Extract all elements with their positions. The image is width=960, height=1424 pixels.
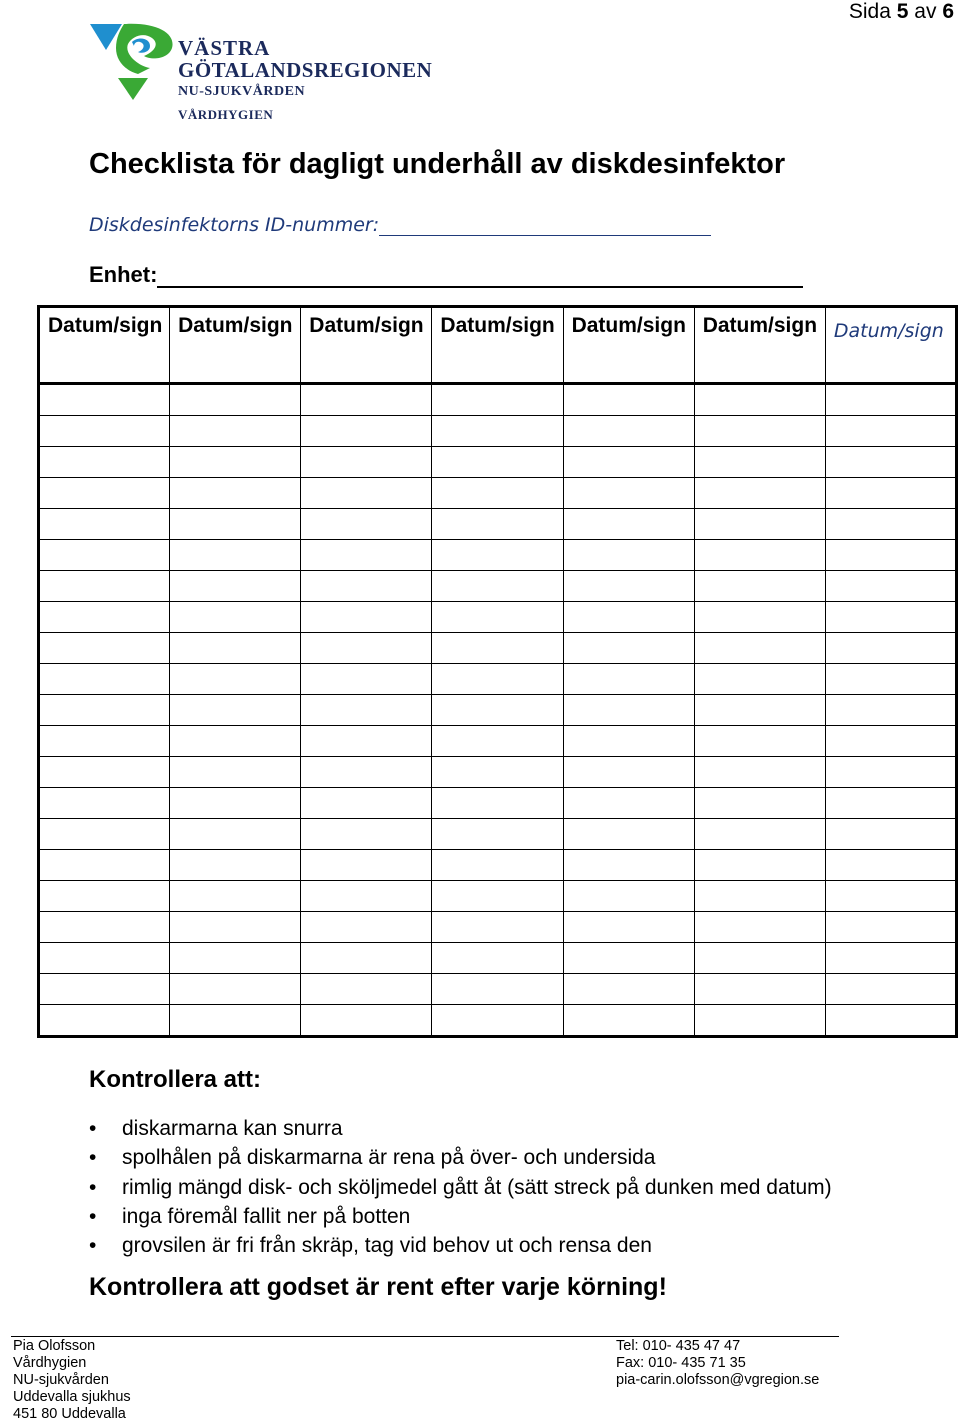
signature-cell[interactable] [170, 633, 301, 664]
signature-cell[interactable] [39, 726, 170, 757]
signature-cell[interactable] [301, 447, 432, 478]
signature-cell[interactable] [301, 571, 432, 602]
table-row [39, 974, 957, 1005]
signature-cell[interactable] [301, 850, 432, 881]
column-header: Datum/sign [432, 307, 563, 384]
page-separator: av [914, 0, 937, 23]
signature-cell[interactable] [39, 416, 170, 447]
signature-cell[interactable] [170, 571, 301, 602]
signature-cell[interactable] [432, 633, 563, 664]
footer-hospital: Uddevalla sjukhus [13, 1389, 131, 1405]
footer-contact-details [616, 1338, 819, 1389]
signature-cell[interactable] [39, 384, 170, 416]
signature-cell[interactable] [170, 881, 301, 912]
signature-cell[interactable] [563, 633, 694, 664]
signature-cell[interactable] [301, 912, 432, 943]
footer-email[interactable]: pia-carin.olofsson@vgregion.se [616, 1372, 820, 1388]
signature-cell[interactable] [563, 757, 694, 788]
signature-table [37, 305, 958, 1038]
table-row [39, 819, 957, 850]
check-item: • rimlig mängd disk- och sköljmedel gått åt (sätt streck på dunken med datum) [89, 1173, 832, 1202]
signature-cell[interactable] [170, 602, 301, 633]
signature-cell[interactable] [563, 478, 694, 509]
signature-cell[interactable] [39, 664, 170, 695]
signature-cell[interactable] [301, 788, 432, 819]
signature-cell[interactable] [39, 850, 170, 881]
signature-cell[interactable] [170, 447, 301, 478]
signature-cell[interactable] [825, 447, 956, 478]
signature-cell[interactable] [39, 509, 170, 540]
signature-cell[interactable] [825, 416, 956, 447]
table-row [39, 726, 957, 757]
signature-cell[interactable] [563, 819, 694, 850]
signature-cell[interactable] [694, 571, 825, 602]
organization-logo [88, 22, 468, 122]
check-heading: Kontrollera att: [89, 1066, 262, 1093]
signature-cell[interactable] [301, 974, 432, 1005]
column-header: Datum/sign [563, 307, 694, 384]
signature-cell[interactable] [39, 695, 170, 726]
signature-cell[interactable] [563, 384, 694, 416]
signature-cell[interactable] [39, 447, 170, 478]
table-row [39, 881, 957, 912]
logo-text-line4: VÅRDHYGIEN [178, 107, 274, 122]
signature-cell[interactable] [432, 726, 563, 757]
signature-cell[interactable] [170, 726, 301, 757]
signature-cell[interactable] [694, 726, 825, 757]
signature-cell[interactable] [170, 695, 301, 726]
footer-contact-address [13, 1338, 131, 1423]
logo-text-line2: GÖTALANDSREGIONEN [178, 58, 433, 82]
signature-cell[interactable] [432, 695, 563, 726]
signature-cell[interactable] [170, 509, 301, 540]
signature-cell[interactable] [432, 478, 563, 509]
signature-cell[interactable] [825, 633, 956, 664]
id-number-line [89, 214, 711, 236]
table-row [39, 540, 957, 571]
signature-cell[interactable] [301, 509, 432, 540]
signature-cell[interactable] [432, 571, 563, 602]
signature-cell[interactable] [301, 757, 432, 788]
signature-cell[interactable] [825, 571, 956, 602]
table-row [39, 943, 957, 974]
signature-cell[interactable] [825, 819, 956, 850]
signature-cell[interactable] [432, 881, 563, 912]
signature-cell[interactable] [694, 478, 825, 509]
signature-cell[interactable] [170, 943, 301, 974]
signature-cell[interactable] [825, 943, 956, 974]
signature-cell[interactable] [694, 881, 825, 912]
footer-divider [11, 1336, 839, 1337]
page-prefix: Sida [848, 0, 891, 23]
column-header: Datum/sign [170, 307, 301, 384]
signature-cell[interactable] [563, 912, 694, 943]
check-item: • diskarmarna kan snurra [89, 1114, 832, 1143]
signature-cell[interactable] [563, 695, 694, 726]
signature-cell[interactable] [563, 509, 694, 540]
signature-cell[interactable] [432, 912, 563, 943]
signature-cell[interactable] [694, 602, 825, 633]
signature-cell[interactable] [694, 757, 825, 788]
signature-cell[interactable] [39, 974, 170, 1005]
signature-cell[interactable] [563, 974, 694, 1005]
table-row [39, 416, 957, 447]
signature-cell[interactable] [563, 850, 694, 881]
signature-cell[interactable] [825, 509, 956, 540]
signature-cell[interactable] [301, 664, 432, 695]
signature-cell[interactable] [39, 819, 170, 850]
signature-cell[interactable] [39, 912, 170, 943]
page-total: 6 [942, 0, 954, 23]
signature-cell[interactable] [694, 850, 825, 881]
signature-cell[interactable] [39, 881, 170, 912]
signature-cell[interactable] [432, 943, 563, 974]
table-row [39, 664, 957, 695]
signature-cell[interactable] [563, 540, 694, 571]
logo-mark-icon [88, 22, 178, 102]
logo-text-line1: VÄSTRA [178, 36, 271, 60]
table-header-row [39, 307, 957, 384]
signature-cell[interactable] [694, 943, 825, 974]
unit-field[interactable] [157, 264, 803, 288]
signature-cell[interactable] [563, 881, 694, 912]
signature-cell[interactable] [825, 540, 956, 571]
signature-cell[interactable] [694, 974, 825, 1005]
logo-text-line3: NU-SJUKVÅRDEN [178, 84, 306, 99]
check-item: • inga föremål fallit ner på botten [89, 1202, 832, 1231]
signature-cell[interactable] [694, 695, 825, 726]
table-row [39, 602, 957, 633]
table-row [39, 384, 957, 416]
table-row [39, 788, 957, 819]
signature-cell[interactable] [39, 788, 170, 819]
table-row [39, 447, 957, 478]
signature-cell[interactable] [170, 384, 301, 416]
table-row [39, 757, 957, 788]
check-item: • grovsilen är fri från skräp, tag vid behov ut och rensa den [89, 1231, 832, 1260]
signature-cell[interactable] [301, 695, 432, 726]
table-row [39, 850, 957, 881]
signature-cell[interactable] [432, 819, 563, 850]
table-row [39, 478, 957, 509]
signature-cell[interactable] [694, 416, 825, 447]
footer-fax: Fax: 010- 435 71 35 [616, 1355, 746, 1371]
column-header: Datum/sign [825, 307, 956, 384]
page-number [849, 0, 954, 24]
signature-cell[interactable] [825, 602, 956, 633]
signature-cell[interactable] [170, 664, 301, 695]
unit-line [89, 262, 803, 288]
id-number-field[interactable] [379, 215, 711, 236]
signature-cell[interactable] [825, 384, 956, 416]
signature-cell[interactable] [170, 416, 301, 447]
signature-cell[interactable] [694, 540, 825, 571]
check-list [89, 1114, 832, 1260]
signature-cell[interactable] [563, 943, 694, 974]
signature-cell[interactable] [563, 726, 694, 757]
closing-statement: Kontrollera att godset är rent efter varje körning! [89, 1273, 667, 1301]
signature-cell[interactable] [432, 509, 563, 540]
signature-cell[interactable] [39, 571, 170, 602]
signature-cell[interactable] [39, 602, 170, 633]
signature-cell[interactable] [563, 571, 694, 602]
signature-cell[interactable] [563, 788, 694, 819]
signature-cell[interactable] [432, 664, 563, 695]
column-header: Datum/sign [39, 307, 170, 384]
signature-cell[interactable] [563, 447, 694, 478]
signature-cell[interactable] [170, 540, 301, 571]
signature-cell[interactable] [825, 726, 956, 757]
signature-cell[interactable] [694, 509, 825, 540]
signature-cell[interactable] [694, 912, 825, 943]
footer-postal-address: 451 80 Uddevalla [13, 1406, 126, 1422]
signature-cell[interactable] [301, 633, 432, 664]
page-title: Checklista för dagligt underhåll av diskdesinfektor [89, 148, 786, 180]
signature-cell[interactable] [825, 850, 956, 881]
signature-cell[interactable] [39, 757, 170, 788]
table-body [39, 384, 957, 1037]
signature-cell[interactable] [301, 819, 432, 850]
signature-cell[interactable] [39, 943, 170, 974]
table-row [39, 1005, 957, 1037]
signature-cell[interactable] [563, 602, 694, 633]
signature-cell[interactable] [170, 850, 301, 881]
signature-cell[interactable] [39, 1005, 170, 1037]
signature-cell[interactable] [694, 447, 825, 478]
signature-cell[interactable] [39, 540, 170, 571]
signature-cell[interactable] [301, 1005, 432, 1037]
signature-cell[interactable] [825, 757, 956, 788]
check-item: • spolhålen på diskarmarna är rena på över- och undersida [89, 1143, 832, 1172]
signature-cell[interactable] [825, 881, 956, 912]
signature-cell[interactable] [170, 757, 301, 788]
signature-cell[interactable] [694, 633, 825, 664]
signature-cell[interactable] [825, 788, 956, 819]
signature-cell[interactable] [825, 912, 956, 943]
signature-cell[interactable] [170, 788, 301, 819]
signature-cell[interactable] [170, 478, 301, 509]
signature-cell[interactable] [432, 974, 563, 1005]
signature-cell[interactable] [694, 384, 825, 416]
signature-cell[interactable] [825, 664, 956, 695]
signature-cell[interactable] [432, 602, 563, 633]
signature-cell[interactable] [301, 540, 432, 571]
signature-cell[interactable] [694, 819, 825, 850]
signature-cell[interactable] [39, 478, 170, 509]
signature-cell[interactable] [301, 943, 432, 974]
signature-cell[interactable] [825, 695, 956, 726]
table-row [39, 633, 957, 664]
column-header: Datum/sign [694, 307, 825, 384]
signature-cell[interactable] [563, 664, 694, 695]
column-header: Datum/sign [301, 307, 432, 384]
signature-cell[interactable] [301, 416, 432, 447]
signature-cell[interactable] [170, 912, 301, 943]
signature-cell[interactable] [170, 819, 301, 850]
signature-cell[interactable] [432, 850, 563, 881]
table-row [39, 695, 957, 726]
signature-cell[interactable] [301, 478, 432, 509]
signature-cell[interactable] [694, 788, 825, 819]
footer-phone: Tel: 010- 435 47 47 [616, 1338, 741, 1354]
signature-cell[interactable] [825, 1005, 956, 1037]
table-row [39, 912, 957, 943]
signature-cell[interactable] [432, 757, 563, 788]
footer-organization: NU-sjukvården [13, 1372, 109, 1388]
signature-cell[interactable] [170, 1005, 301, 1037]
signature-cell[interactable] [563, 1005, 694, 1037]
signature-cell[interactable] [170, 974, 301, 1005]
signature-cell[interactable] [694, 1005, 825, 1037]
signature-cell[interactable] [825, 974, 956, 1005]
signature-cell[interactable] [432, 1005, 563, 1037]
table-row [39, 571, 957, 602]
signature-cell[interactable] [432, 788, 563, 819]
signature-cell[interactable] [39, 633, 170, 664]
signature-cell[interactable] [301, 602, 432, 633]
signature-cell[interactable] [301, 726, 432, 757]
id-number-label: Diskdesinfektorns ID-nummer: [89, 214, 380, 236]
signature-cell[interactable] [432, 416, 563, 447]
footer-name: Pia Olofsson [13, 1338, 96, 1354]
signature-cell[interactable] [694, 664, 825, 695]
signature-cell[interactable] [301, 384, 432, 416]
footer-department: Vårdhygien [13, 1355, 87, 1371]
signature-cell[interactable] [825, 478, 956, 509]
signature-cell[interactable] [563, 416, 694, 447]
table-row [39, 509, 957, 540]
signature-cell[interactable] [432, 447, 563, 478]
signature-cell[interactable] [432, 540, 563, 571]
unit-label: Enhet: [89, 262, 158, 287]
signature-cell[interactable] [301, 881, 432, 912]
signature-cell[interactable] [432, 384, 563, 416]
page-current: 5 [896, 0, 909, 23]
